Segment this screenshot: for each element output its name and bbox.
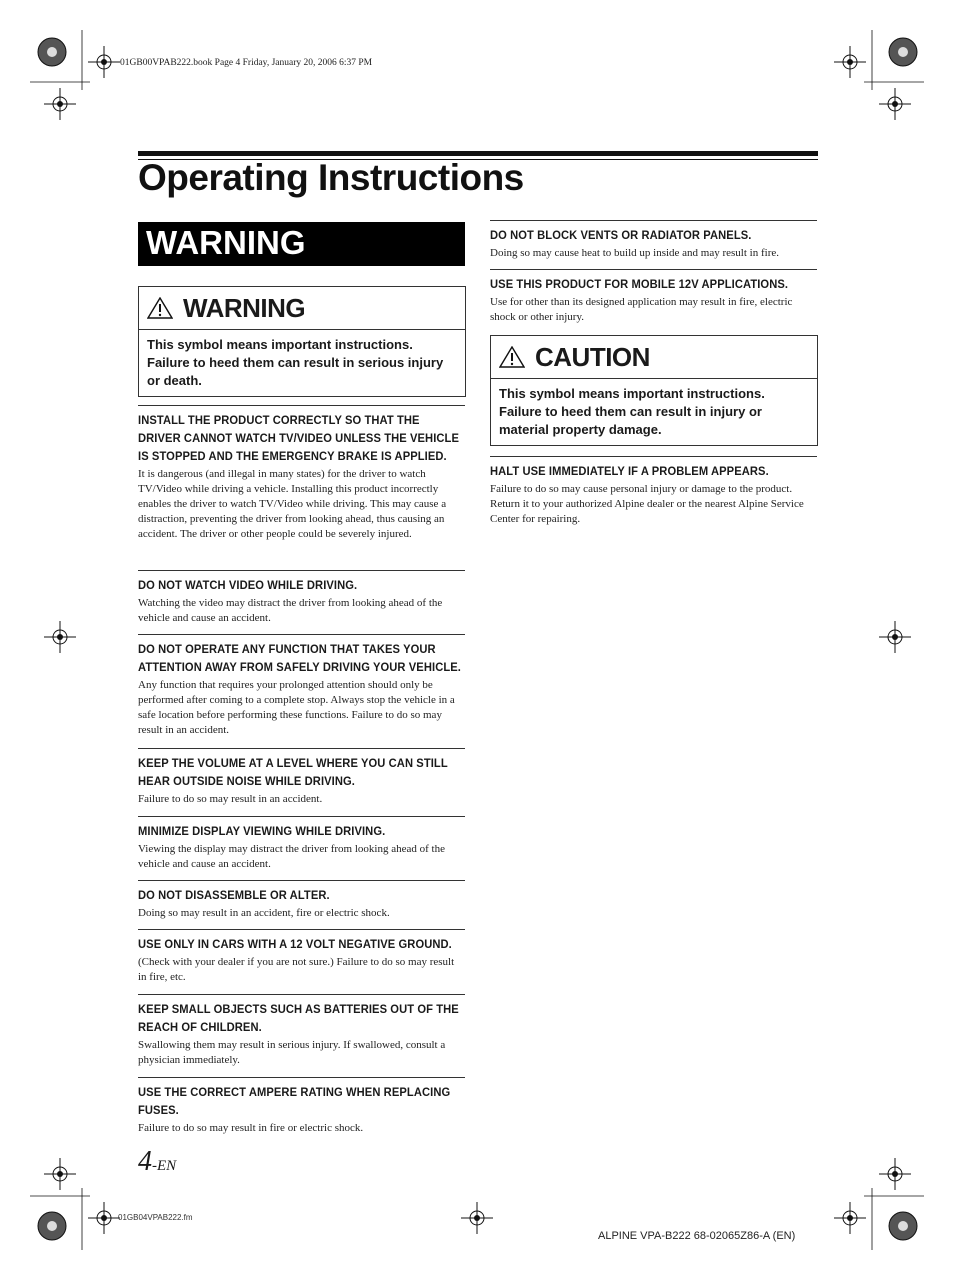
section-12v bbox=[490, 269, 817, 325]
caution-triangle-icon bbox=[499, 346, 525, 368]
warning-notice-box bbox=[138, 286, 466, 397]
section-title: DO NOT BLOCK VENTS OR RADIATOR PANELS. bbox=[490, 228, 752, 242]
section-title: INSTALL THE PRODUCT CORRECTLY SO THAT THE DRIVER CANNOT WATCH TV/VIDEO UNLESS THE VEHICLE IS STOPPED AND THE EMERGENCY BRAKE IS APPLIED. bbox=[138, 413, 460, 463]
section-title: USE ONLY IN CARS WITH A 12 VOLT NEGATIVE GROUND. bbox=[138, 937, 452, 951]
section-body: It is dangerous (and illegal in many states) for the driver to watch TV/Video while driving a vehicle. Installing this product incorrectly enables the driver to watch TV/Video while driving. This may cause a distraction, preventing the driver from looking ahead, thus causing an accident. The driver or other people could be severely injured. bbox=[138, 468, 447, 540]
caution-notice-text: This symbol means important instructions. Failure to heed them can result in injury or material property damage. bbox=[499, 386, 765, 437]
section-vents bbox=[490, 220, 817, 261]
section-title: HALT USE IMMEDIATELY IF A PROBLEM APPEARS. bbox=[490, 464, 769, 478]
section-halt bbox=[490, 456, 817, 527]
section-install bbox=[138, 405, 465, 542]
page-number-suffix: -EN bbox=[152, 1158, 177, 1174]
caution-notice-heading bbox=[491, 336, 817, 379]
warning-notice-label: WARNING bbox=[183, 292, 306, 323]
section-body: Failure to do so may cause personal injury or damage to the product. Return it to your authorized Alpine dealer or the nearest Alpine Service Center for repairing. bbox=[490, 483, 804, 525]
section-title: USE THIS PRODUCT FOR MOBILE 12V APPLICATIONS. bbox=[490, 277, 789, 291]
section-body: Doing so may cause heat to build up inside and may result in fire. bbox=[490, 247, 779, 259]
section-disassemble bbox=[138, 880, 465, 921]
section-title: KEEP THE VOLUME AT A LEVEL WHERE YOU CAN STILL HEAR OUTSIDE NOISE WHILE DRIVING. bbox=[138, 756, 448, 788]
section-body: Watching the video may distract the driver from looking ahead of the vehicle and cause an accident. bbox=[138, 597, 443, 624]
section-fuses bbox=[138, 1077, 465, 1136]
section-body: Failure to do so may result in an accident. bbox=[138, 793, 323, 805]
warning-notice-heading bbox=[139, 287, 465, 330]
section-body: Any function that requires your prolonged attention should only be performed after coming to a complete stop. Always stop the vehicle in a safe location before performing these functions. Failure to do so may result in an accident. bbox=[138, 679, 455, 736]
section-title: USE THE CORRECT AMPERE RATING WHEN REPLACING FUSES. bbox=[138, 1085, 451, 1117]
page-title: Operating Instructions bbox=[138, 157, 524, 198]
page-number-digit: 4 bbox=[138, 1146, 152, 1177]
section-ground bbox=[138, 929, 465, 985]
footer-file: 01GB04VPAB222.fm bbox=[118, 1213, 193, 1222]
section-title: DO NOT WATCH VIDEO WHILE DRIVING. bbox=[138, 578, 358, 592]
section-title: DO NOT OPERATE ANY FUNCTION THAT TAKES YOUR ATTENTION AWAY FROM SAFELY DRIVING YOUR VEHICLE. bbox=[138, 642, 461, 674]
section-no-video bbox=[138, 570, 465, 626]
section-body: Failure to do so may result in fire or electric shock. bbox=[138, 1122, 364, 1134]
file-header: 01GB00VPAB222.book Page 4 Friday, January 20, 2006 6:37 PM bbox=[120, 58, 373, 68]
section-small-objects bbox=[138, 994, 465, 1068]
section-volume bbox=[138, 748, 465, 807]
section-body: Use for other than its designed application may result in fire, electric shock or other injury. bbox=[490, 296, 793, 323]
title-rule bbox=[138, 151, 818, 156]
caution-notice-box bbox=[490, 335, 818, 446]
section-no-distraction bbox=[138, 634, 465, 738]
section-display bbox=[138, 816, 465, 872]
section-title: MINIMIZE DISPLAY VIEWING WHILE DRIVING. bbox=[138, 824, 386, 838]
section-body: Doing so may result in an accident, fire or electric shock. bbox=[138, 907, 390, 919]
section-body: Swallowing them may result in serious injury. If swallowed, consult a physician immediately. bbox=[138, 1039, 446, 1066]
warning-triangle-icon bbox=[147, 297, 173, 319]
section-title: DO NOT DISASSEMBLE OR ALTER. bbox=[138, 888, 330, 902]
section-body: (Check with your dealer if you are not sure.) Failure to do so may result in fire, etc. bbox=[138, 956, 455, 983]
footer-model: ALPINE VPA-B222 68-02065Z86-A (EN) bbox=[598, 1230, 796, 1242]
warning-banner: WARNING bbox=[138, 222, 465, 266]
page-number bbox=[138, 1146, 176, 1178]
section-title: KEEP SMALL OBJECTS SUCH AS BATTERIES OUT OF THE REACH OF CHILDREN. bbox=[138, 1002, 459, 1034]
warning-notice-text: This symbol means important instructions. Failure to heed them can result in serious injury or death. bbox=[147, 337, 444, 388]
caution-notice-label: CAUTION bbox=[535, 341, 650, 372]
section-body: Viewing the display may distract the driver from looking ahead of the vehicle and cause an accident. bbox=[138, 843, 445, 870]
